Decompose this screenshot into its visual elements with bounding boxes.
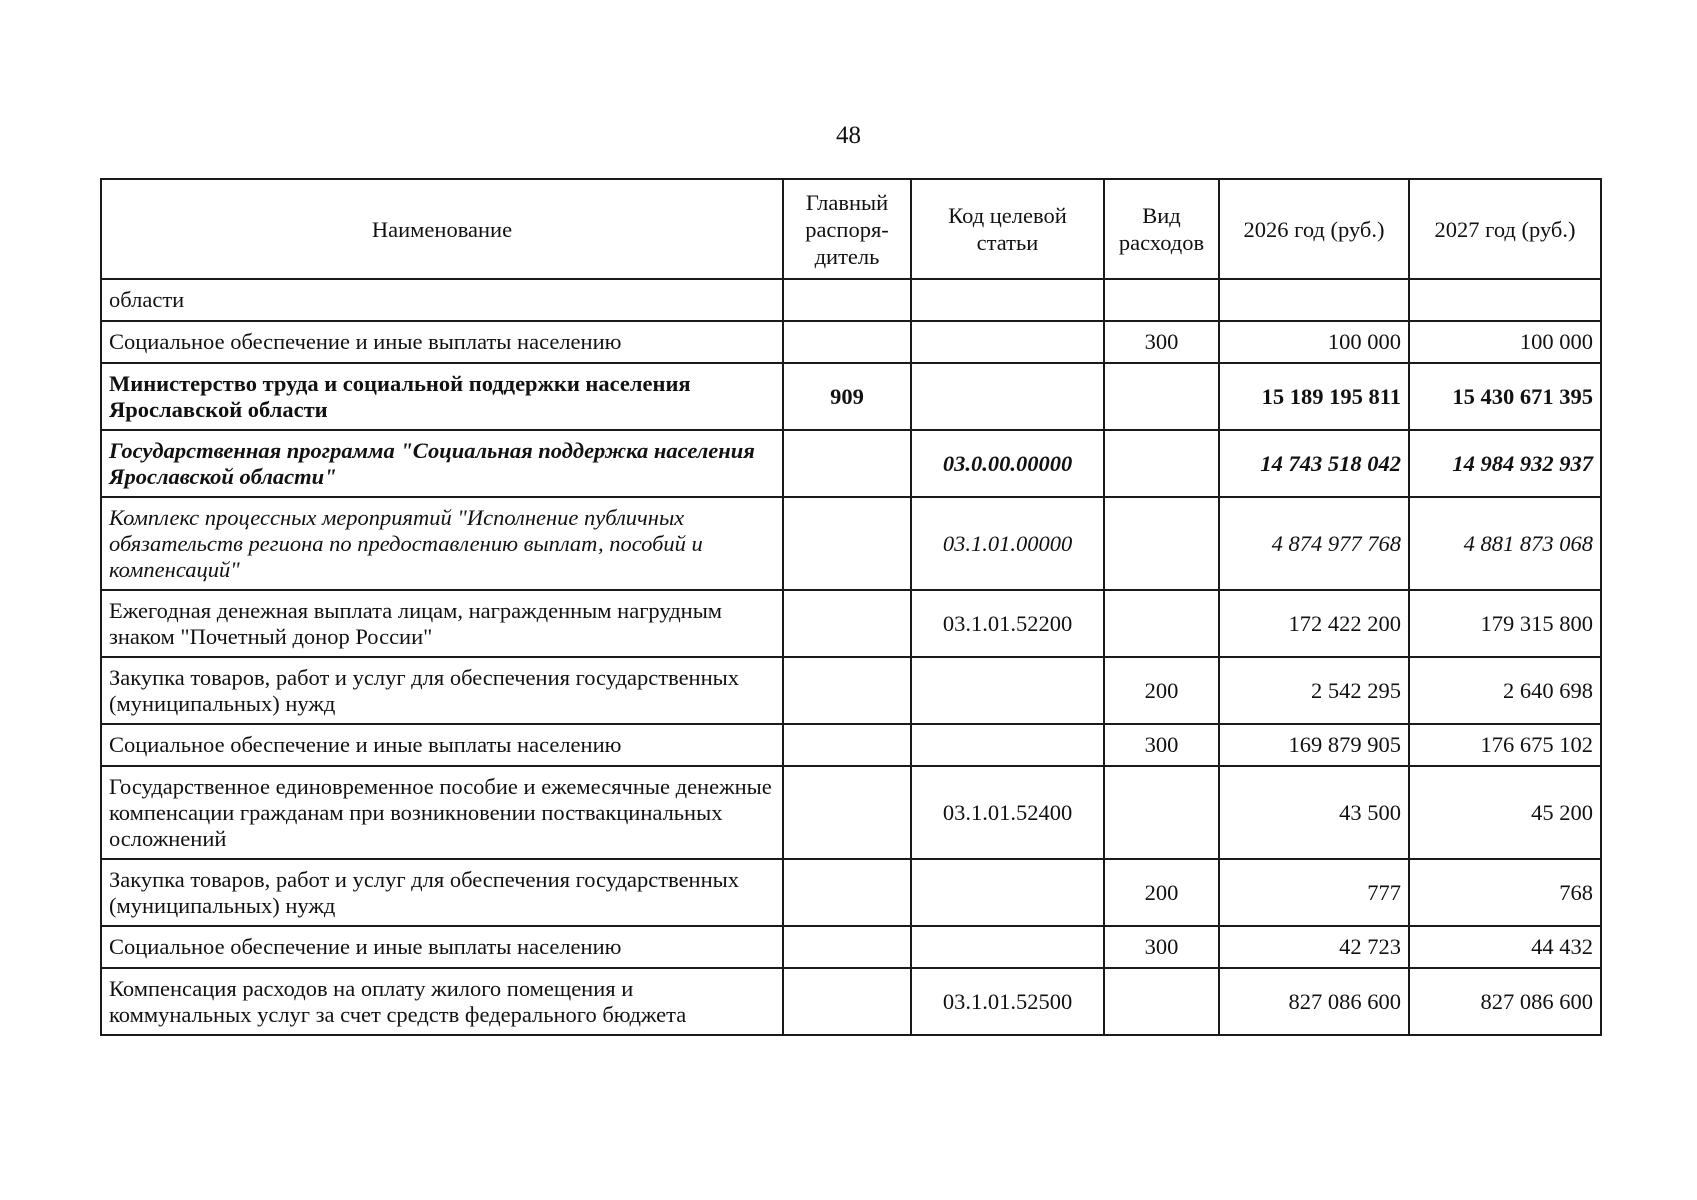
cell-grs (783, 279, 911, 321)
cell-grs (783, 321, 911, 363)
header-grs: Главный распоря- дитель (783, 179, 911, 279)
cell-2026: 43 500 (1219, 766, 1409, 859)
cell-2027: 827 086 600 (1409, 968, 1601, 1035)
header-2027: 2027 год (руб.) (1409, 179, 1601, 279)
cell-vid: 300 (1104, 926, 1219, 968)
header-name: Наименование (101, 179, 783, 279)
cell-code: 03.0.00.00000 (911, 430, 1104, 497)
cell-vid (1104, 590, 1219, 657)
table-row (101, 279, 1601, 321)
cell-vid (1104, 279, 1219, 321)
cell-name: Министерство труда и социальной поддержки населения Ярославской области (101, 363, 783, 430)
cell-code: 03.1.01.00000 (911, 497, 1104, 590)
cell-grs (783, 497, 911, 590)
table-row (101, 590, 1601, 657)
cell-code (911, 926, 1104, 968)
table-row (101, 766, 1601, 859)
cell-name: Закупка товаров, работ и услуг для обеспечения государственных (муниципальных) нужд (101, 657, 783, 724)
cell-2026: 42 723 (1219, 926, 1409, 968)
cell-grs (783, 657, 911, 724)
header-code: Код целевой статьи (911, 179, 1104, 279)
cell-2026: 2 542 295 (1219, 657, 1409, 724)
cell-2027: 4 881 873 068 (1409, 497, 1601, 590)
cell-vid (1104, 497, 1219, 590)
table-body (101, 279, 1601, 1035)
table-row (101, 363, 1601, 430)
cell-2027: 44 432 (1409, 926, 1601, 968)
cell-vid: 200 (1104, 859, 1219, 926)
cell-code (911, 363, 1104, 430)
cell-name: Ежегодная денежная выплата лицам, награжденным нагрудным знаком "Почетный донор России" (101, 590, 783, 657)
cell-2027: 179 315 800 (1409, 590, 1601, 657)
cell-name: Социальное обеспечение и иные выплаты населению (101, 724, 783, 766)
budget-table (100, 178, 1602, 1036)
cell-grs: 909 (783, 363, 911, 430)
cell-2026: 4 874 977 768 (1219, 497, 1409, 590)
cell-vid: 300 (1104, 724, 1219, 766)
cell-2027: 45 200 (1409, 766, 1601, 859)
table-row (101, 497, 1601, 590)
cell-vid (1104, 968, 1219, 1035)
cell-grs (783, 724, 911, 766)
cell-code: 03.1.01.52500 (911, 968, 1104, 1035)
cell-vid (1104, 363, 1219, 430)
cell-code (911, 321, 1104, 363)
table-row (101, 724, 1601, 766)
cell-grs (783, 926, 911, 968)
table-row (101, 968, 1601, 1035)
cell-grs (783, 590, 911, 657)
cell-name: области (101, 279, 783, 321)
cell-2026: 777 (1219, 859, 1409, 926)
table-header-row (101, 179, 1601, 279)
cell-code (911, 279, 1104, 321)
table-row (101, 321, 1601, 363)
cell-name: Социальное обеспечение и иные выплаты населению (101, 926, 783, 968)
header-2026: 2026 год (руб.) (1219, 179, 1409, 279)
cell-code (911, 657, 1104, 724)
cell-2026: 15 189 195 811 (1219, 363, 1409, 430)
cell-code (911, 859, 1104, 926)
cell-vid (1104, 430, 1219, 497)
cell-name: Государственное единовременное пособие и ежемесячные денежные компенсации гражданам при возникновении поствакцинальных осложнений (101, 766, 783, 859)
table-row (101, 657, 1601, 724)
cell-name: Закупка товаров, работ и услуг для обеспечения государственных (муниципальных) нужд (101, 859, 783, 926)
cell-name: Комплекс процессных мероприятий "Исполнение публичных обязательств региона по предоставлению выплат, пособий и компенсаций" (101, 497, 783, 590)
cell-2027: 100 000 (1409, 321, 1601, 363)
cell-2027: 768 (1409, 859, 1601, 926)
cell-2026: 100 000 (1219, 321, 1409, 363)
cell-name: Государственная программа "Социальная поддержка населения Ярославской области" (101, 430, 783, 497)
cell-vid: 200 (1104, 657, 1219, 724)
cell-2026: 14 743 518 042 (1219, 430, 1409, 497)
cell-code: 03.1.01.52200 (911, 590, 1104, 657)
cell-2027: 2 640 698 (1409, 657, 1601, 724)
cell-name: Компенсация расходов на оплату жилого помещения и коммунальных услуг за счет средств федерального бюджета (101, 968, 783, 1035)
cell-2026: 169 879 905 (1219, 724, 1409, 766)
table-row (101, 859, 1601, 926)
page-number: 48 (836, 122, 861, 149)
table-row (101, 430, 1601, 497)
cell-vid (1104, 766, 1219, 859)
table-row (101, 926, 1601, 968)
cell-code: 03.1.01.52400 (911, 766, 1104, 859)
cell-grs (783, 430, 911, 497)
cell-2026: 172 422 200 (1219, 590, 1409, 657)
cell-vid: 300 (1104, 321, 1219, 363)
cell-2026: 827 086 600 (1219, 968, 1409, 1035)
cell-name: Социальное обеспечение и иные выплаты населению (101, 321, 783, 363)
cell-2027: 14 984 932 937 (1409, 430, 1601, 497)
cell-2026 (1219, 279, 1409, 321)
cell-grs (783, 766, 911, 859)
cell-grs (783, 859, 911, 926)
cell-2027 (1409, 279, 1601, 321)
cell-2027: 176 675 102 (1409, 724, 1601, 766)
header-vid: Вид расходов (1104, 179, 1219, 279)
cell-code (911, 724, 1104, 766)
cell-2027: 15 430 671 395 (1409, 363, 1601, 430)
cell-grs (783, 968, 911, 1035)
